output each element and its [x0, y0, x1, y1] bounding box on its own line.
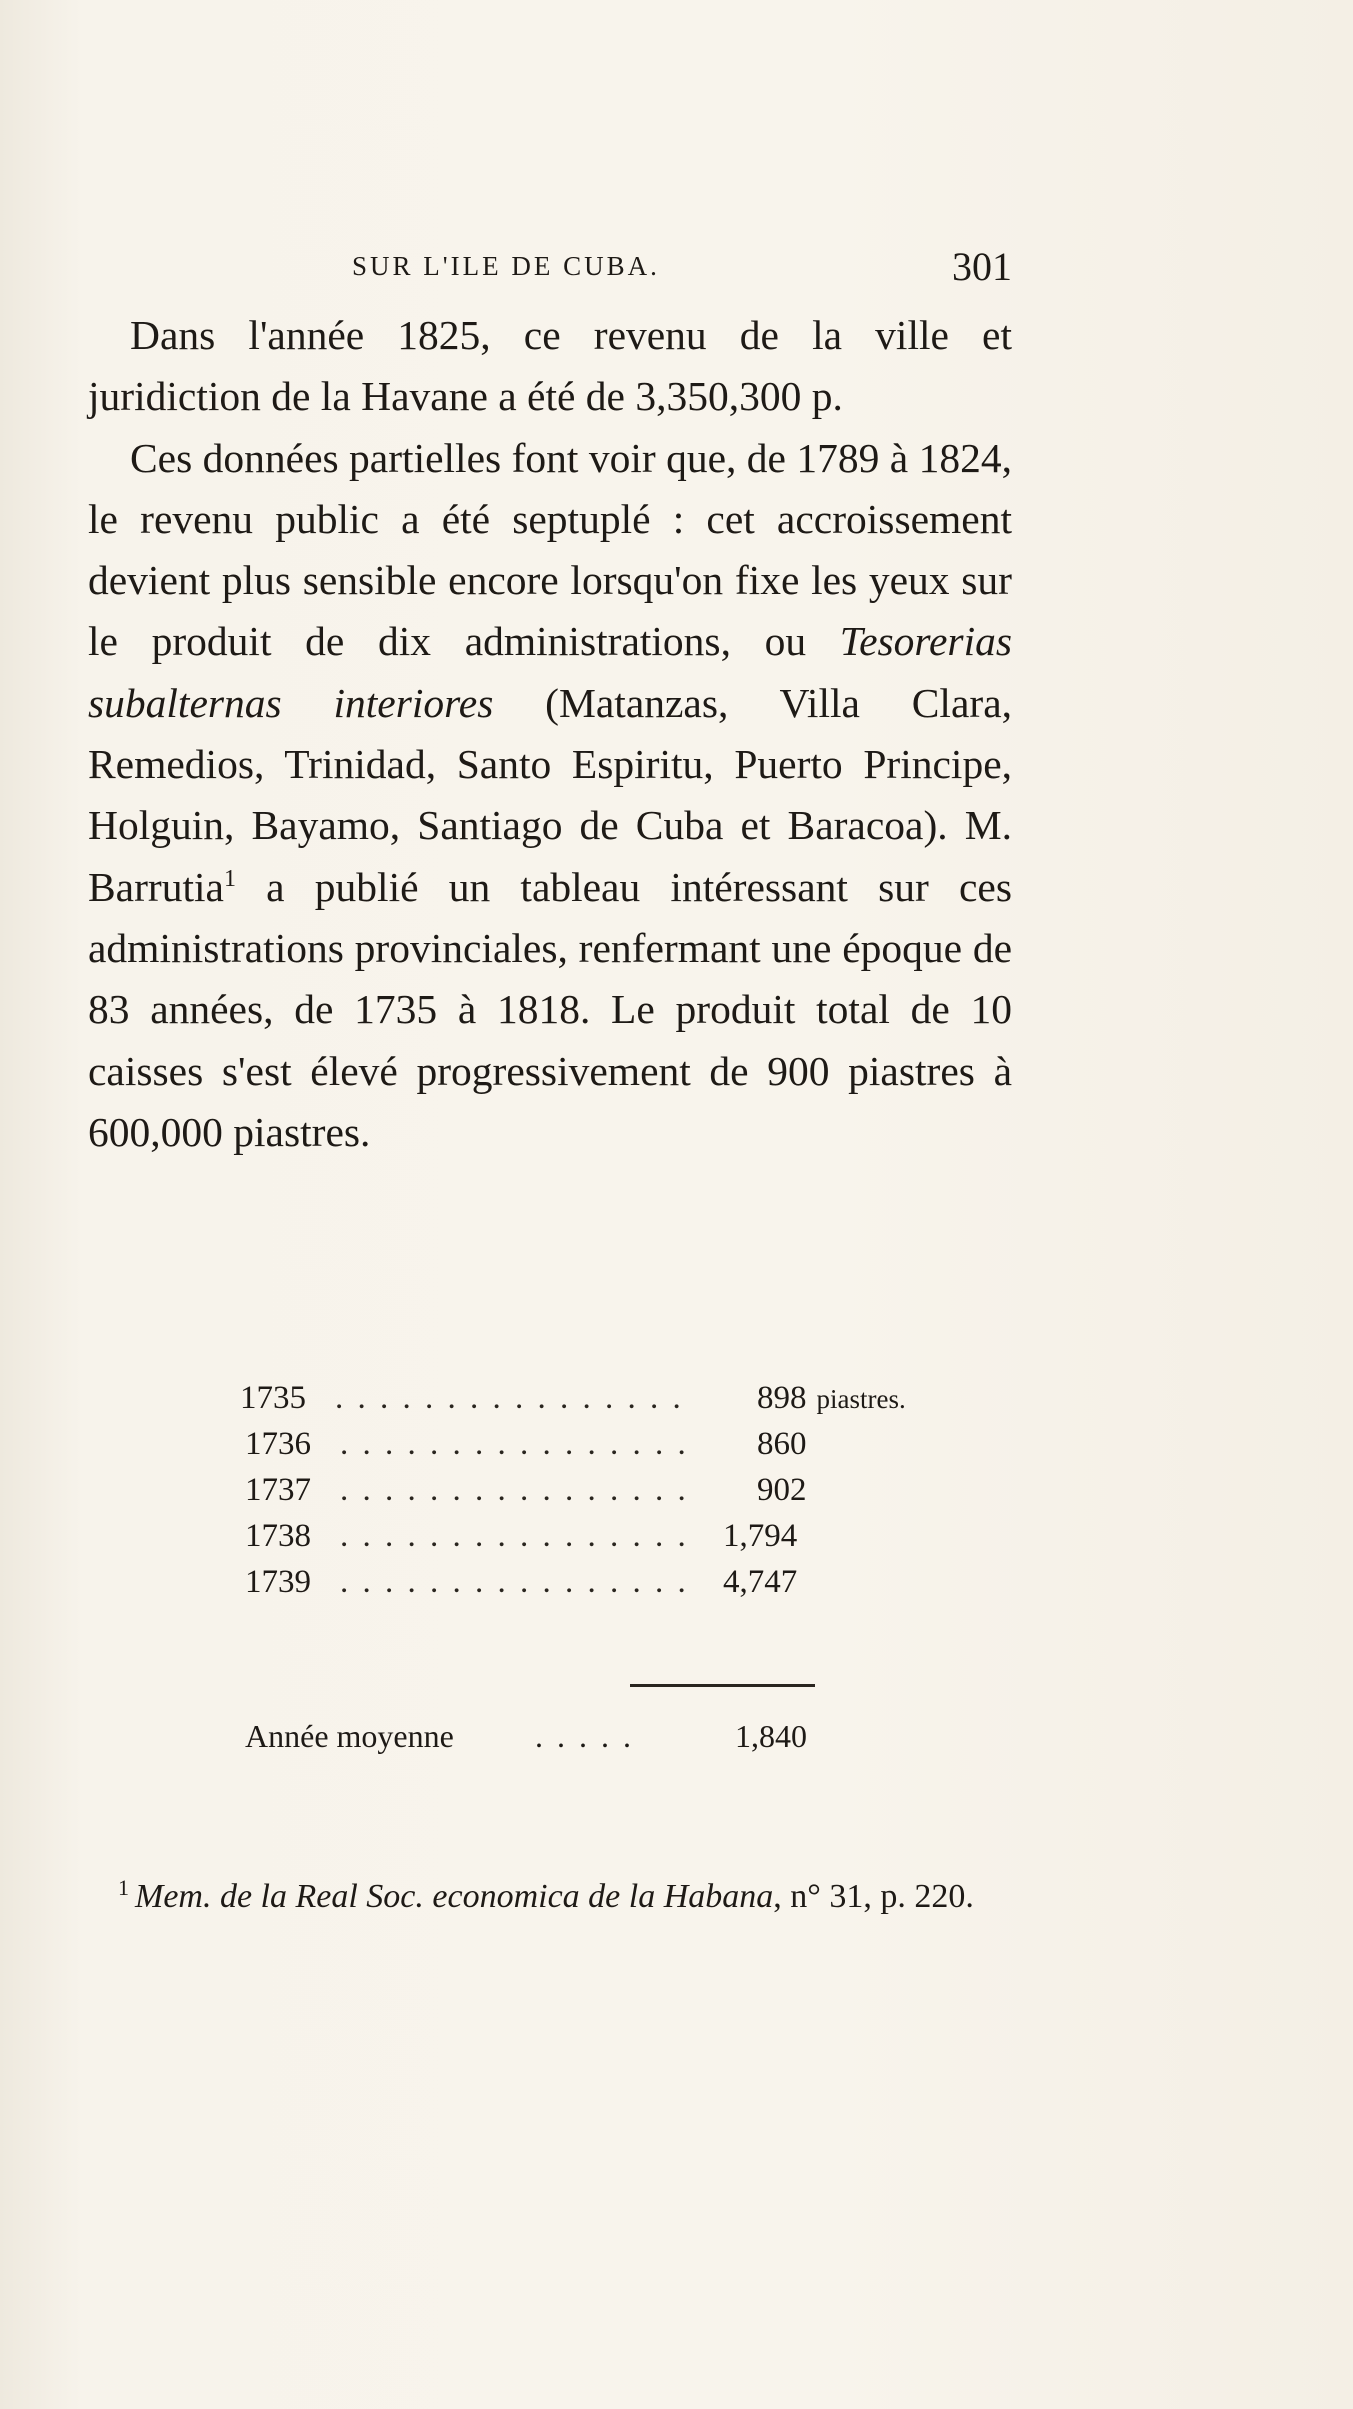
table-year: 1739 — [245, 1564, 311, 1600]
table-year: 1736 — [245, 1426, 311, 1462]
footnote-citation-rest: , n° 31, p. 220. — [773, 1878, 974, 1915]
table-row — [245, 1518, 975, 1564]
table-value: 860 — [757, 1426, 807, 1462]
table-row — [245, 1472, 975, 1518]
table-value: 902 — [757, 1472, 807, 1508]
table-row — [245, 1426, 975, 1472]
table-year: 1738 — [245, 1518, 311, 1554]
average-leader-dots: . . . . . — [535, 1718, 634, 1754]
table-year: 1737 — [245, 1472, 311, 1508]
table-leader-dots: . . . . . . . . . . . . . . . . — [335, 1380, 684, 1416]
body-text — [88, 305, 1012, 1163]
paragraph-2-italic-term: Tesorerias subalternas interiores — [88, 618, 1012, 726]
table-leader-dots: . . . . . . . . . . . . . . . . — [340, 1472, 689, 1508]
paragraph-2-text-b: (Matanzas, Villa Clara, Remedios, Trinidad, Santo Espiritu, Puerto Principe, Holguin, Bayamo, Santiago de Cuba et Baracoa). M. Barrutia — [88, 679, 1012, 910]
footnote-text — [88, 1870, 1018, 1924]
footnote — [88, 1870, 1018, 1924]
running-head-title: SUR L'ILE DE CUBA. — [352, 251, 660, 281]
footnote-reference: 1 — [223, 865, 236, 892]
paragraph-1: Dans l'année 1825, ce revenu de la ville et juridiction de la Havane a été de 3,350,300 p. — [88, 312, 1012, 420]
footnote-mark: 1 — [118, 1874, 129, 1900]
page-number: 301 — [952, 244, 1012, 289]
average-label: Année moyenne — [245, 1718, 454, 1754]
footnote-citation: Mem. de la Real Soc. economica de la Habana — [135, 1878, 774, 1915]
paragraph-2-text-c: a publié un tableau intéressant sur ces administrations provinciales, renfermant une époque de 83 années, de 1735 à 1818. Le produit total de 10 caisses s'est élevé progressivement de 900 piastres à 600,000 piastres. — [88, 863, 1012, 1155]
revenue-table — [240, 1380, 970, 1610]
running-head — [352, 243, 1012, 293]
table-row — [240, 1380, 970, 1426]
table-leader-dots: . . . . . . . . . . . . . . . . — [340, 1564, 689, 1600]
table-leader-dots: . . . . . . . . . . . . . . . . — [340, 1518, 689, 1554]
table-leader-dots: . . . . . . . . . . . . . . . . — [340, 1426, 689, 1462]
table-value: 4,747 — [723, 1564, 798, 1600]
table-value: 1,794 — [723, 1518, 798, 1554]
table-unit: piastres. — [816, 1384, 906, 1414]
paragraph-2 — [88, 428, 1012, 1164]
sum-rule — [630, 1684, 815, 1687]
average-value: 1,840 — [735, 1718, 807, 1754]
table-year: 1735 — [240, 1380, 306, 1416]
paragraph-2-text-a: Ces données partielles font voir que, de 1789 à 1824, le revenu public a été septuplé : cet accroissement devient plus sensible encore lorsqu'on fixe les yeux sur le produit de dix administrations, ou — [88, 434, 1012, 665]
table-value — [757, 1380, 906, 1417]
table-value-number: 898 — [757, 1380, 807, 1416]
table-row — [245, 1564, 975, 1610]
